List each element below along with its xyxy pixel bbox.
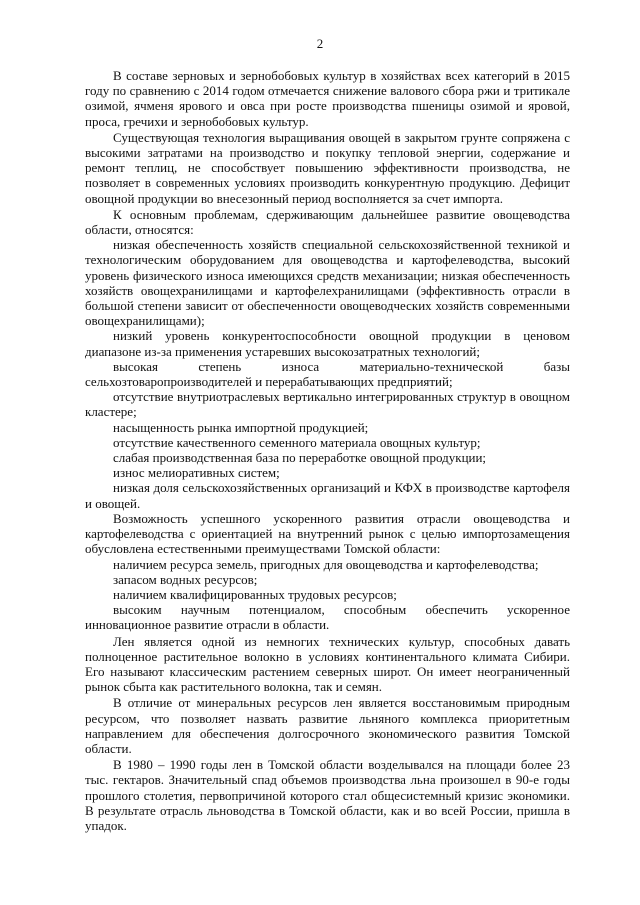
list-item-material-base: высокая степень износа материально-технической базы сельхозтоваропроизводителей и перерабатывающих предприятий; <box>85 358 570 390</box>
list-item-equipment: низкая обеспеченность хозяйств специальной сельскохозяйственной техникой и технологическим оборудованием для овощеводства и картофелеводства, высокий уровень физического износа имеющихся средств механизации; низкая обеспеченность хозяйств овощехранилищами и картофелехранилищами (эффективность отрасли в большой степени зависит от обеспеченности овощеводческих хозяйств современными овощехранилищами); <box>85 237 570 329</box>
paragraph-flax-history: В 1980 – 1990 годы лен в Томской области возделывался на площади более 23 тыс. гектаров. Значительный спад объемов производства льна произошел в 90-е годы прошлого столетия, первопричиной которого стал общесистемный кризис экономики. В результате отрасль льноводства в Томской области, как и во всей России, пришла в упадок. <box>85 757 570 833</box>
list-item-imports: насыщенность рынка импортной продукцией; <box>113 419 369 435</box>
list-item-processing: слабая производственная база по переработке овощной продукции; <box>113 450 487 466</box>
document-body <box>85 68 570 833</box>
page-number: 2 <box>316 36 324 51</box>
paragraph-greenhouse-technology: Существующая технология выращивания овощей в закрытом грунте сопряжена с высокими затратами на производство и покупку тепловой энергии, содержание и ремонт теплиц, не способствует повышению эффективности производства, не позволяет в современных условиях производить конкурентную продукцию. Дефицит овощной продукции во внесезонный период восполняется за счет импорта. <box>85 129 570 206</box>
list-item-land-resources: наличием ресурса земель, пригодных для овощеводства и картофелеводства; <box>113 556 539 572</box>
paragraph-grain-crops: В составе зерновых и зернобобовых культур в хозяйствах всех категорий в 2015 году по сравнению с 2014 годом отмечается снижение валового сбора ржи и тритикале озимой, ячменя ярового и овса при росте производства пшеницы озимой и яровой, проса, гречихи и зернобобовых культур. <box>85 68 570 129</box>
list-item-irrigation: износ мелиоративных систем; <box>113 465 280 481</box>
list-item-low-share: низкая доля сельскохозяйственных организаций и КФХ в производстве картофеля и овощей. <box>85 480 570 511</box>
list-item-seeds: отсутствие качественного семенного материала овощных культур; <box>113 434 481 450</box>
list-item-scientific-potential: высоким научным потенциалом, способным обеспечить ускоренное инновационное развитие отрасли в области. <box>85 602 570 633</box>
paragraph-development-opportunity: Возможность успешного ускоренного развития отрасли овощеводства и картофелеводства с ориентацией на внутренний рынок с целью импортозамещения обусловлена естественными преимуществами Томской области: <box>85 510 570 557</box>
list-item-integration: отсутствие внутриотраслевых вертикально интегрированных структур в овощном кластере; <box>85 389 570 420</box>
paragraph-flax-resource: В отличие от минеральных ресурсов лен является восстановимым природным ресурсом, что позволяет назвать развитие льняного комплекса приоритетным направлением для обеспечения долгосрочного экономического развития Томской области. <box>85 695 570 756</box>
paragraph-flax-crop: Лен является одной из немногих технических культур, способных давать полноценное растительное волокно в условиях континентального климата Сибири. Его называют классическим растением северных широт. Он имеет неограниченный рынок сбыта как растительного волокна, так и семян. <box>85 633 570 695</box>
paragraph-main-problems: К основным проблемам, сдерживающим дальнейшее развитие овощеводства области, относятся: <box>85 206 570 238</box>
list-item-labor-resources: наличием квалифицированных трудовых ресурсов; <box>113 586 397 602</box>
list-item-water-resources: запасом водных ресурсов; <box>113 571 258 587</box>
list-item-competitiveness: низкий уровень конкурентоспособности овощной продукции в ценовом диапазоне из-за применения устаревших высокозатратных технологий; <box>85 328 570 359</box>
